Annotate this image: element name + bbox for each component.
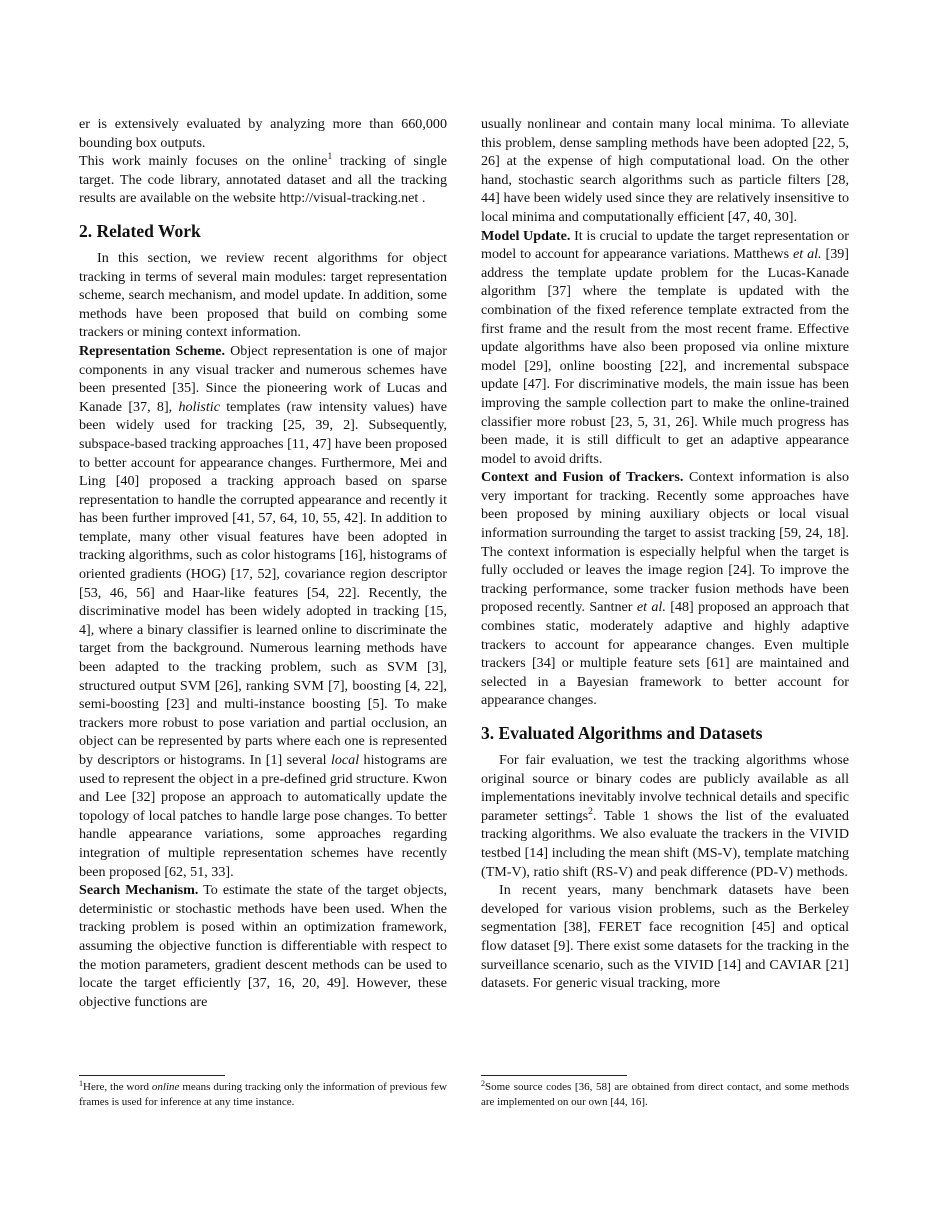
section-heading-evaluated-algorithms: 3. Evaluated Algorithms and Datasets: [481, 723, 763, 743]
right-column: [481, 115, 849, 993]
related-work-intro-paragraph: In this section, we review recent algorithms for object tracking in terms of several main modules: target representation scheme, search mechanism, and model update. In addition, some methods have been proposed that build on combing some trackers or mining context information.: [79, 249, 447, 341]
section-heading-related-work: 2. Related Work: [79, 220, 201, 241]
model-update-paragraph: Model Update. It is crucial to update the target representation or model to account for appearance variations. Matthews et al. [39] address the template update problem for the Lucas-Kanade algorithm [37] where the template is updated with the combination of the fixed reference template extracted from the first frame and the result from the most recent frame. Effective update algorithms have also been proposed via online mixture model [29], online boosting [22], and incremental subspace update [47]. For discriminative models, the main issue has been improving the sample collection part to make the online-trained classifier more robust [23, 5, 31, 26]. While much progress has been made, it is still difficult to get an adaptive appearance model to avoid drifts.: [481, 227, 850, 467]
footnote-2: $^2$Some source codes [36, 58] are obtained from direct contact, and some methods are implemented on our own [44, 16].: [481, 1079, 849, 1108]
search-mechanism-continued: usually nonlinear and contain many local minima. To alleviate this problem, dense sampling methods have been adopted [22, 5, 26] at the expense of high computational load. On the other hand, stochastic search algorithms such as particle filters [28, 44] have been widely used since they are relatively insensitive to local minima and computationally efficient [47, 40, 30].: [481, 116, 849, 225]
evaluation-paragraph-2: In recent years, many benchmark datasets have been developed for various vision problems, such as the Berkeley segmentation [38], FERET face recognition [45] and optical flow dataset [9]. There exist some datasets for the tracking in the surveillance scenario, such as the VIVID [14] and CAVIAR [21] datasets. For generic visual tracking, more: [481, 882, 849, 992]
footnote-marker-1: 1: [327, 152, 333, 163]
footnote-rule-right: [481, 1075, 627, 1076]
run-in-heading-context: Context and Fusion of Trackers.: [481, 469, 684, 486]
context-fusion-paragraph: Context and Fusion of Trackers. Context information is also very important for tracking. Recently some approaches have been proposed by mining auxiliary objects or local visual information surrounding the target to assist tracking [59, 24, 18]. The context information is especially helpful when the target is fully occluded or leaves the image region [24]. To improve the tracking performance, some tracker fusion methods have been proposed recently. Santner et al. [48] proposed an approach that combines static, moderately adaptive and highly adaptive trackers to account for appearance changes. Even multiple trackers [34] or multiple feature sets [61] are maintained and selected in a Bayesian framework to better account for appearance changes.: [481, 469, 849, 709]
run-in-heading-search: Search Mechanism.: [79, 882, 199, 899]
footnote-marker-2: 2: [588, 806, 593, 817]
footnote-1: $^1$Here, the word online means during tracking only the information of previous few frames is used for inference at any time instance.: [79, 1079, 447, 1108]
representation-scheme-paragraph: Representation Scheme. Object representation is one of major components in any visual tracker and numerous schemes have been presented [35]. Since the pioneering work of Lucas and Kanade [37, 8], holistic templates (raw intensity values) have been widely used for tracking [25, 39, 2]. Subsequently, subspace-based tracking approaches [11, 47] have been proposed to better account for appearance changes. Furthermore, Mei and Ling [40] proposed a tracking approach based on sparse representation to handle the corrupted appearance and recently it has been further improved [41, 57, 64, 10, 55, 42]. In addition to template, many other visual features have been adopted in tracking algorithms, such as color histograms [16], histograms of oriented gradients (HOG) [17, 52], covariance region descriptor [53, 46, 56] and Haar-like features [54, 22]. Recently, the discriminative model has been widely adopted in tracking [15, 4], where a binary classifier is learned online to discriminate the target from the background. Numerous learning methods have been adapted to the tracking problem, such as SVM [3], structured output SVM [26], ranking SVM [7], boosting [4, 22], semi-boosting [23] and multi-instance boosting [5]. To make trackers more robust to pose variation and partial occlusion, an object can be represented by parts where each one is represented by descriptors or histograms. In [1] several local histograms are used to represent the object in a pre-defined grid structure. Kwon and Lee [32] propose an approach to automatically update the topology of local patches to handle large pose changes. To better handle appearance variations, some approaches regarding integration of multiple representation schemes have recently been proposed [62, 51, 33].: [79, 342, 448, 880]
footnote-rule-left: [79, 1075, 225, 1076]
evaluation-paragraph-1: For fair evaluation, we test the tracking algorithms whose original source or binary codes are publicly available as all implementations inevitably involve technical details and specific parameter settings$^2$. Table 1 shows the list of the evaluated tracking algorithms. We also evaluate the trackers in the VIVID testbed [14] including the mean shift (MS-V), template matching (TM-V), ratio shift (RS-V) and peak difference (PD-V) methods.: [481, 752, 849, 880]
intro-paragraph-continued: er is extensively evaluated by analyzing more than 660,000 bounding box outputs.: [79, 116, 447, 151]
left-column: [79, 115, 447, 1011]
intro-paragraph-focus: This work mainly focuses on the online$^1$ tracking of single target. The code library, annotated dataset and all the tracking results are available on the website http://visual-tracking.net .: [79, 152, 447, 207]
run-in-heading-representation: Representation Scheme.: [79, 342, 226, 359]
search-mechanism-paragraph: Search Mechanism. To estimate the state of the target objects, deterministic or stochastic methods have been used. When the tracking problem is posed within an optimization framework, assuming the objective function is differentiable with respect to the motion parameters, gradient descent methods can be used to locate the target efficiently [37, 16, 20, 49]. However, these objective functions are: [79, 882, 448, 1010]
run-in-heading-model-update: Model Update.: [481, 227, 571, 244]
